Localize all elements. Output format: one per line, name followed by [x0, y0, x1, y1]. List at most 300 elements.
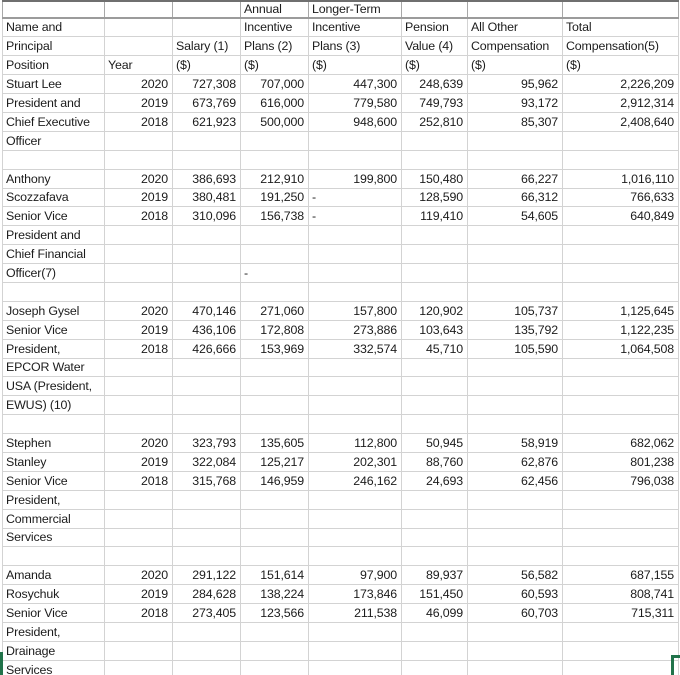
cell[interactable]: Services [3, 528, 105, 547]
cell[interactable]: 93,172 [468, 94, 563, 113]
cell[interactable]: Anthony [3, 169, 105, 188]
cell[interactable]: 332,574 [309, 339, 402, 358]
cell[interactable]: 89,937 [402, 566, 468, 585]
cell[interactable] [241, 226, 309, 245]
cell[interactable]: 45,710 [402, 339, 468, 358]
cell[interactable] [402, 1, 468, 18]
cell[interactable]: Principal [3, 37, 105, 56]
cell[interactable] [173, 131, 241, 150]
cell[interactable]: ($) [309, 56, 402, 75]
header-row [3, 18, 679, 37]
cell[interactable]: 62,456 [468, 471, 563, 490]
cell[interactable]: 151,450 [402, 585, 468, 604]
cell[interactable] [241, 623, 309, 642]
cell[interactable]: EWUS) (10) [3, 396, 105, 415]
cell[interactable] [402, 490, 468, 509]
cell[interactable]: 727,308 [173, 75, 241, 94]
cell[interactable]: 156,738 [241, 207, 309, 226]
cell[interactable]: 1,064,508 [563, 339, 679, 358]
cell[interactable] [309, 547, 402, 566]
cell[interactable]: 173,846 [309, 585, 402, 604]
cell[interactable] [3, 282, 105, 301]
cell[interactable]: Plans (3) [309, 37, 402, 56]
cell[interactable] [241, 131, 309, 150]
cell[interactable] [563, 641, 679, 660]
cell[interactable] [241, 641, 309, 660]
cell[interactable] [105, 150, 173, 169]
cell[interactable] [468, 547, 563, 566]
cell[interactable] [105, 509, 173, 528]
cell[interactable] [105, 226, 173, 245]
cell[interactable] [468, 282, 563, 301]
cell[interactable] [309, 150, 402, 169]
cell[interactable]: 62,876 [468, 452, 563, 471]
table-row [3, 566, 679, 585]
cell[interactable]: 766,633 [563, 188, 679, 207]
cell[interactable]: 284,628 [173, 585, 241, 604]
cell[interactable]: 2020 [105, 566, 173, 585]
cell[interactable]: 948,600 [309, 112, 402, 131]
cell[interactable] [563, 528, 679, 547]
cell[interactable]: 66,312 [468, 188, 563, 207]
cell[interactable]: Longer-Term [309, 1, 402, 18]
cell[interactable] [241, 509, 309, 528]
cell[interactable] [402, 415, 468, 434]
cell[interactable] [309, 509, 402, 528]
cell[interactable]: 796,038 [563, 471, 679, 490]
cell[interactable]: 66,227 [468, 169, 563, 188]
cell[interactable] [563, 226, 679, 245]
cell[interactable] [402, 528, 468, 547]
cell[interactable]: 46,099 [402, 604, 468, 623]
cell[interactable]: Name and [3, 18, 105, 37]
cell[interactable]: 150,480 [402, 169, 468, 188]
cell[interactable]: 2020 [105, 301, 173, 320]
cell[interactable] [241, 245, 309, 264]
cell[interactable]: Stanley [3, 452, 105, 471]
cell[interactable]: 105,590 [468, 339, 563, 358]
cell[interactable]: 2020 [105, 169, 173, 188]
cell[interactable]: 386,693 [173, 169, 241, 188]
cell[interactable]: Compensation(5) [563, 37, 679, 56]
cell[interactable] [173, 1, 241, 18]
cell[interactable]: Scozzafava [3, 188, 105, 207]
cell[interactable] [468, 660, 563, 675]
cell[interactable]: Position [3, 56, 105, 75]
cell[interactable] [563, 547, 679, 566]
cell[interactable] [105, 1, 173, 18]
cell[interactable] [402, 377, 468, 396]
cell[interactable]: Joseph Gysel [3, 301, 105, 320]
cell[interactable]: Salary (1) [173, 37, 241, 56]
cell[interactable] [173, 377, 241, 396]
cell[interactable]: 271,060 [241, 301, 309, 320]
cell[interactable] [173, 282, 241, 301]
table-row [3, 282, 679, 301]
cell[interactable]: 470,146 [173, 301, 241, 320]
cell[interactable] [563, 358, 679, 377]
cell[interactable]: 138,224 [241, 585, 309, 604]
cell[interactable]: 172,808 [241, 320, 309, 339]
cell[interactable]: 56,582 [468, 566, 563, 585]
cell[interactable]: 58,919 [468, 434, 563, 453]
cell[interactable]: EPCOR Water [3, 358, 105, 377]
cell[interactable] [309, 377, 402, 396]
cell[interactable]: 779,580 [309, 94, 402, 113]
cell[interactable]: Year [105, 56, 173, 75]
cell[interactable] [241, 528, 309, 547]
cell[interactable] [402, 623, 468, 642]
cell[interactable]: - [309, 188, 402, 207]
cell[interactable]: 273,886 [309, 320, 402, 339]
cell[interactable] [309, 415, 402, 434]
cell[interactable] [105, 623, 173, 642]
cell[interactable]: 1,016,110 [563, 169, 679, 188]
cell[interactable] [468, 415, 563, 434]
cell[interactable] [468, 245, 563, 264]
cell[interactable]: 447,300 [309, 75, 402, 94]
cell[interactable] [468, 528, 563, 547]
cell[interactable]: 2018 [105, 604, 173, 623]
cell[interactable] [468, 1, 563, 18]
cell[interactable] [241, 282, 309, 301]
cell[interactable] [241, 358, 309, 377]
cell[interactable]: Drainage [3, 641, 105, 660]
cell[interactable]: Incentive [241, 18, 309, 37]
cell[interactable]: 2019 [105, 188, 173, 207]
cell[interactable]: 749,793 [402, 94, 468, 113]
cell[interactable] [105, 547, 173, 566]
cell[interactable] [241, 490, 309, 509]
cell[interactable] [468, 641, 563, 660]
cell[interactable] [402, 547, 468, 566]
cell[interactable]: 2,408,640 [563, 112, 679, 131]
cell[interactable]: 2,912,314 [563, 94, 679, 113]
cell[interactable]: 715,311 [563, 604, 679, 623]
cell[interactable] [468, 150, 563, 169]
cell[interactable] [173, 226, 241, 245]
cell[interactable] [173, 509, 241, 528]
cell[interactable] [468, 226, 563, 245]
cell[interactable] [309, 490, 402, 509]
cell[interactable]: 146,959 [241, 471, 309, 490]
cell[interactable] [173, 358, 241, 377]
cell[interactable] [173, 264, 241, 283]
cell[interactable] [173, 18, 241, 37]
cell[interactable] [241, 547, 309, 566]
cell[interactable]: 135,605 [241, 434, 309, 453]
cell[interactable] [3, 1, 105, 18]
cell[interactable]: 315,768 [173, 471, 241, 490]
cell[interactable]: 151,614 [241, 566, 309, 585]
cell[interactable] [402, 358, 468, 377]
cell[interactable]: 97,900 [309, 566, 402, 585]
cell[interactable]: 2018 [105, 207, 173, 226]
cell[interactable] [563, 131, 679, 150]
cell[interactable] [241, 660, 309, 675]
cell[interactable]: 2018 [105, 471, 173, 490]
cell[interactable] [173, 660, 241, 675]
cell[interactable] [468, 623, 563, 642]
cell[interactable]: 673,769 [173, 94, 241, 113]
cell[interactable] [173, 528, 241, 547]
cell[interactable] [468, 490, 563, 509]
cell[interactable] [402, 660, 468, 675]
cell[interactable]: 687,155 [563, 566, 679, 585]
cell[interactable]: Incentive [309, 18, 402, 37]
cell[interactable] [173, 490, 241, 509]
cell[interactable] [402, 131, 468, 150]
cell[interactable]: 2018 [105, 112, 173, 131]
cell[interactable]: 682,062 [563, 434, 679, 453]
cell[interactable]: 1,125,645 [563, 301, 679, 320]
cell[interactable] [309, 528, 402, 547]
active-cell-border[interactable] [671, 655, 680, 675]
cell[interactable] [468, 396, 563, 415]
cell[interactable]: 105,737 [468, 301, 563, 320]
cell[interactable] [173, 547, 241, 566]
cell[interactable]: 436,106 [173, 320, 241, 339]
cell[interactable]: 426,666 [173, 339, 241, 358]
cell[interactable] [563, 509, 679, 528]
cell[interactable] [402, 509, 468, 528]
table-row [3, 226, 679, 245]
cell[interactable]: 54,605 [468, 207, 563, 226]
cell[interactable] [309, 641, 402, 660]
cell[interactable] [468, 377, 563, 396]
cell[interactable] [402, 396, 468, 415]
cell[interactable] [105, 490, 173, 509]
cell[interactable]: 323,793 [173, 434, 241, 453]
cell[interactable]: ($) [468, 56, 563, 75]
cell[interactable]: 808,741 [563, 585, 679, 604]
cell[interactable] [3, 415, 105, 434]
cell[interactable] [173, 245, 241, 264]
cell[interactable]: 60,703 [468, 604, 563, 623]
cell[interactable]: Officer(7) [3, 264, 105, 283]
cell[interactable]: 2020 [105, 75, 173, 94]
cell[interactable] [309, 660, 402, 675]
cell[interactable]: 157,800 [309, 301, 402, 320]
table-row [3, 471, 679, 490]
cell[interactable]: 2019 [105, 94, 173, 113]
cell[interactable] [468, 131, 563, 150]
cell[interactable]: 120,902 [402, 301, 468, 320]
cell[interactable]: Total [563, 18, 679, 37]
cell[interactable]: Annual [241, 1, 309, 18]
cell[interactable]: 2019 [105, 452, 173, 471]
cell[interactable] [468, 358, 563, 377]
cell[interactable] [563, 490, 679, 509]
cell[interactable]: 621,923 [173, 112, 241, 131]
cell[interactable]: 85,307 [468, 112, 563, 131]
cell[interactable] [402, 245, 468, 264]
cell[interactable] [105, 18, 173, 37]
cell[interactable] [563, 245, 679, 264]
cell[interactable]: 252,810 [402, 112, 468, 131]
cell[interactable] [309, 245, 402, 264]
cell[interactable] [173, 415, 241, 434]
cell[interactable] [402, 264, 468, 283]
cell[interactable]: 24,693 [402, 471, 468, 490]
cell[interactable]: 2019 [105, 585, 173, 604]
cell[interactable]: 310,096 [173, 207, 241, 226]
cell[interactable] [105, 641, 173, 660]
header-row [3, 56, 679, 75]
cell[interactable] [309, 264, 402, 283]
cell[interactable]: 212,910 [241, 169, 309, 188]
cell[interactable] [241, 150, 309, 169]
cell[interactable]: Stephen [3, 434, 105, 453]
cell[interactable] [563, 660, 679, 675]
cell[interactable]: 88,760 [402, 452, 468, 471]
cell[interactable] [105, 396, 173, 415]
cell[interactable]: 2018 [105, 339, 173, 358]
cell[interactable]: ($) [241, 56, 309, 75]
cell[interactable]: ($) [173, 56, 241, 75]
cell[interactable]: Value (4) [402, 37, 468, 56]
cell[interactable]: 500,000 [241, 112, 309, 131]
cell[interactable]: USA (President, [3, 377, 105, 396]
cell[interactable]: 2019 [105, 320, 173, 339]
cell[interactable] [309, 282, 402, 301]
cell[interactable]: 616,000 [241, 94, 309, 113]
cell[interactable] [402, 226, 468, 245]
table-row [3, 264, 679, 283]
cell[interactable] [105, 245, 173, 264]
cell[interactable]: 707,000 [241, 75, 309, 94]
cell[interactable] [105, 37, 173, 56]
cell[interactable]: Senior Vice [3, 471, 105, 490]
cell[interactable]: Commercial [3, 509, 105, 528]
cell[interactable]: 640,849 [563, 207, 679, 226]
cell[interactable] [105, 358, 173, 377]
cell[interactable] [241, 396, 309, 415]
cell[interactable]: 211,538 [309, 604, 402, 623]
cell[interactable]: - [309, 207, 402, 226]
cell[interactable]: Officer [3, 131, 105, 150]
cell[interactable]: - [241, 264, 309, 283]
cell[interactable]: President, [3, 623, 105, 642]
cell[interactable]: 95,962 [468, 75, 563, 94]
cell[interactable] [173, 623, 241, 642]
cell[interactable] [241, 415, 309, 434]
cell[interactable] [563, 377, 679, 396]
cell[interactable]: 123,566 [241, 604, 309, 623]
cell[interactable] [3, 547, 105, 566]
cell[interactable]: 119,410 [402, 207, 468, 226]
cell[interactable] [309, 226, 402, 245]
cell[interactable]: Senior Vice [3, 604, 105, 623]
cell[interactable]: Services [3, 660, 105, 675]
cell[interactable]: 50,945 [402, 434, 468, 453]
cell[interactable] [105, 528, 173, 547]
table-row [3, 169, 679, 188]
cell[interactable]: President and [3, 226, 105, 245]
cell[interactable]: 199,800 [309, 169, 402, 188]
cell[interactable] [563, 282, 679, 301]
cell[interactable]: Amanda [3, 566, 105, 585]
cell[interactable]: 191,250 [241, 188, 309, 207]
cell[interactable]: 248,639 [402, 75, 468, 94]
table-row [3, 320, 679, 339]
cell[interactable] [105, 282, 173, 301]
cell[interactable]: 153,969 [241, 339, 309, 358]
cell[interactable] [241, 377, 309, 396]
cell[interactable] [402, 641, 468, 660]
cell[interactable]: 202,301 [309, 452, 402, 471]
cell[interactable]: 291,122 [173, 566, 241, 585]
cell[interactable] [402, 282, 468, 301]
cell[interactable]: 112,800 [309, 434, 402, 453]
cell[interactable]: ($) [402, 56, 468, 75]
cell[interactable] [173, 150, 241, 169]
cell[interactable]: ($) [563, 56, 679, 75]
cell[interactable]: Plans (2) [241, 37, 309, 56]
cell[interactable]: All Other [468, 18, 563, 37]
cell[interactable]: President and [3, 94, 105, 113]
cell[interactable] [563, 1, 679, 18]
table-row [3, 358, 679, 377]
cell[interactable]: Stuart Lee [3, 75, 105, 94]
cell[interactable]: 246,162 [309, 471, 402, 490]
cell[interactable]: President, [3, 490, 105, 509]
cell[interactable]: Senior Vice [3, 320, 105, 339]
cell[interactable]: 128,590 [402, 188, 468, 207]
cell[interactable]: 380,481 [173, 188, 241, 207]
cell[interactable]: 2,226,209 [563, 75, 679, 94]
cell[interactable] [105, 415, 173, 434]
cell[interactable] [402, 150, 468, 169]
cell[interactable] [309, 396, 402, 415]
cell[interactable]: 60,593 [468, 585, 563, 604]
cell[interactable] [105, 377, 173, 396]
cell[interactable] [468, 264, 563, 283]
cell[interactable] [563, 415, 679, 434]
cell[interactable] [173, 641, 241, 660]
cell[interactable]: 801,238 [563, 452, 679, 471]
cell[interactable] [3, 150, 105, 169]
cell[interactable]: 2020 [105, 434, 173, 453]
cell[interactable] [173, 396, 241, 415]
cell[interactable] [309, 131, 402, 150]
cell[interactable] [309, 358, 402, 377]
cell[interactable]: 135,792 [468, 320, 563, 339]
cell[interactable] [563, 396, 679, 415]
cell[interactable]: Pension [402, 18, 468, 37]
cell[interactable]: 273,405 [173, 604, 241, 623]
cell[interactable]: 1,122,235 [563, 320, 679, 339]
cell[interactable] [563, 150, 679, 169]
cell[interactable]: Rosychuk [3, 585, 105, 604]
table-row [3, 188, 679, 207]
cell[interactable] [563, 264, 679, 283]
cell[interactable] [563, 623, 679, 642]
cell[interactable] [309, 623, 402, 642]
cell[interactable]: Chief Financial [3, 245, 105, 264]
cell[interactable]: 322,084 [173, 452, 241, 471]
cell[interactable] [468, 509, 563, 528]
cell[interactable]: President, [3, 339, 105, 358]
cell[interactable] [105, 131, 173, 150]
cell[interactable]: Senior Vice [3, 207, 105, 226]
cell[interactable]: 125,217 [241, 452, 309, 471]
cell[interactable]: Chief Executive [3, 112, 105, 131]
cell[interactable]: Compensation [468, 37, 563, 56]
cell[interactable] [105, 660, 173, 675]
cell[interactable]: 103,643 [402, 320, 468, 339]
cell[interactable] [105, 264, 173, 283]
